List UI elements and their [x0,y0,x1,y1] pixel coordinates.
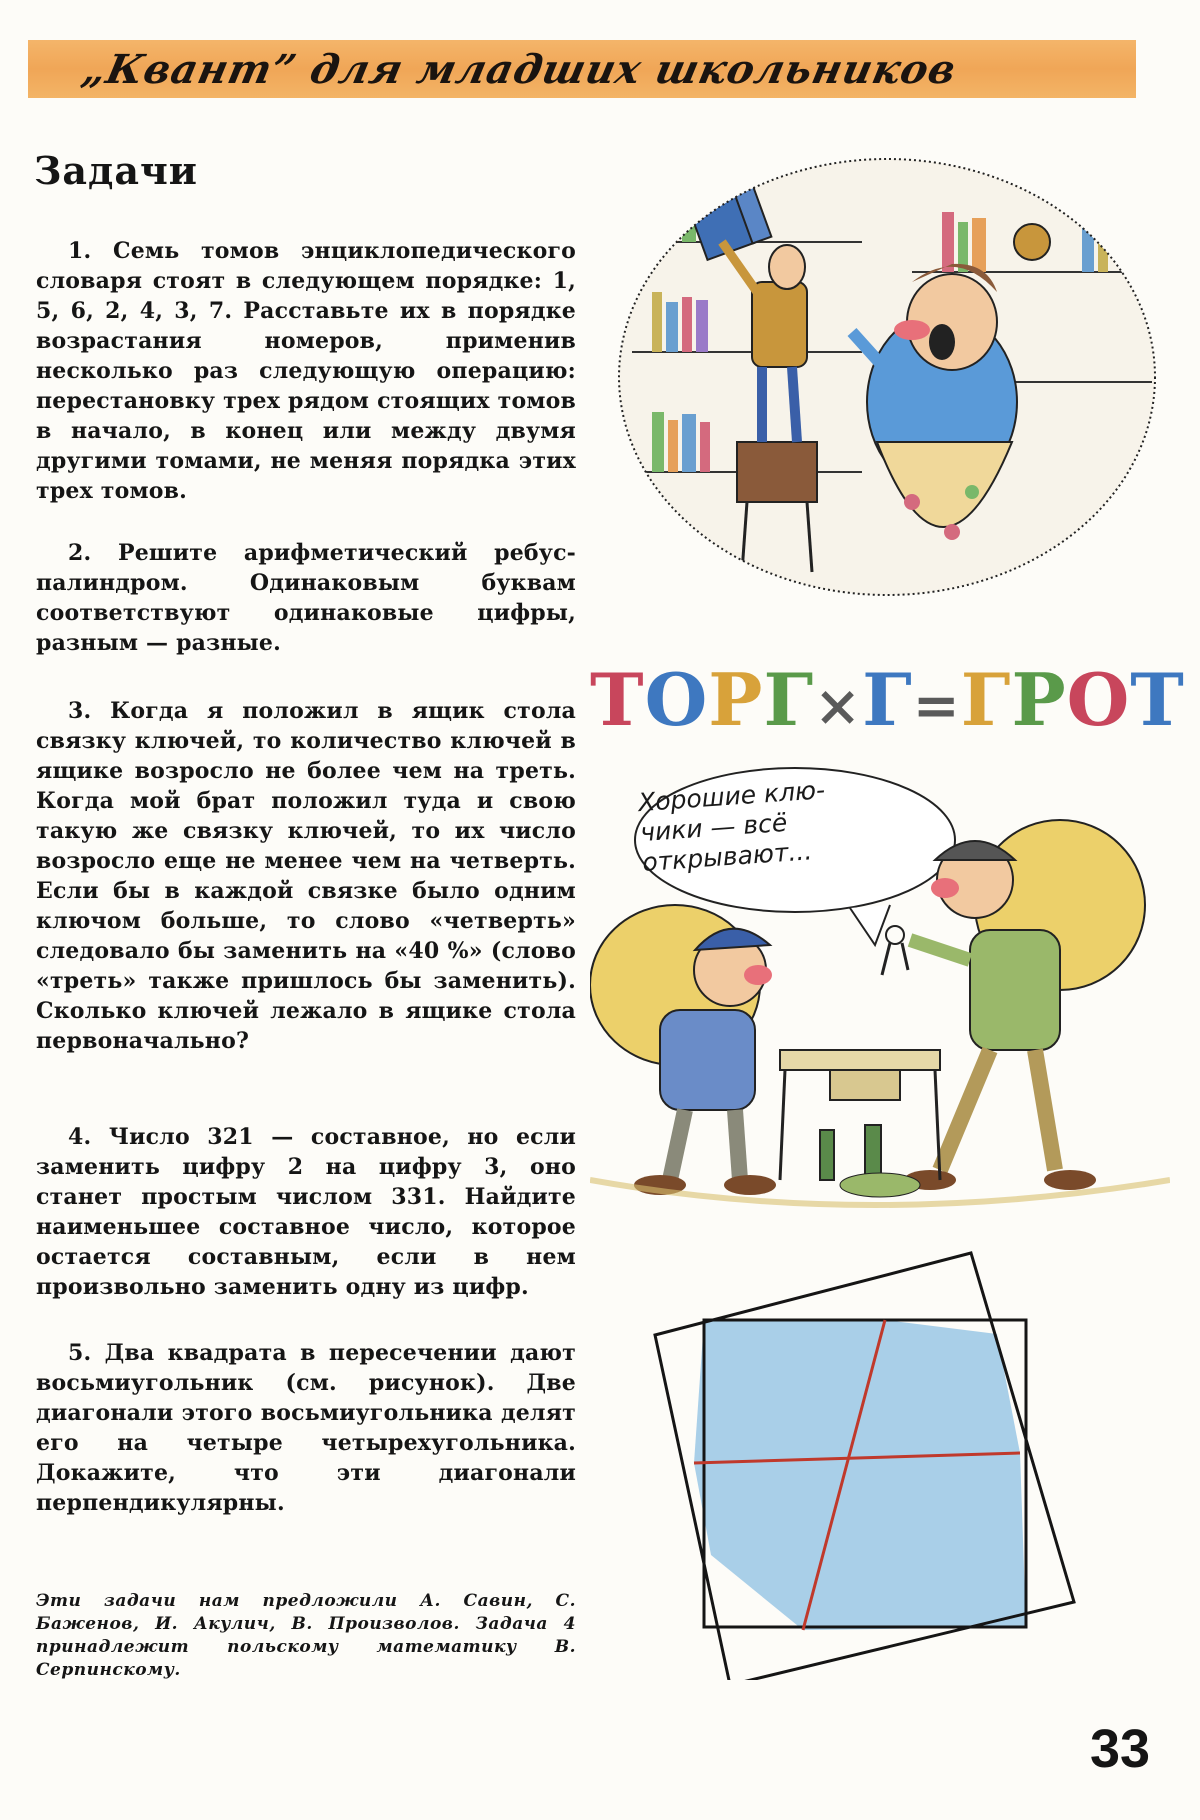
rebus-times-sign: × [814,673,863,739]
speech-bubble-text: Хорошие клю- чики — всё открывают... [637,775,826,878]
problem-1 [36,236,576,506]
problem-text: Когда я положил в ящик стола связку ключей, то количество ключей в ящике возросло не более чем на треть. Когда мой брат положил туда и свою такую же связку ключей, то их число возросло еще не менее чем на четверть. Если бы в каждой связке было одним ключом больше, то слово «четверть» следовало бы заменить на «40 %» (слово «треть» также пришлось бы заменить). Сколько ключей лежало в ящике стола первоначально? [36,698,576,1054]
library-illustration [612,152,1162,602]
octagon-shaded-region [694,1320,1026,1630]
rebus-word-3 [961,657,1185,742]
problem-number: 2. [68,540,92,566]
header-banner [28,40,1136,98]
rebus-letter: Т [1130,657,1185,742]
problem-5 [36,1338,576,1518]
page-number: 33 [1090,1719,1151,1779]
problem-4 [36,1122,576,1302]
rebus-word-1 [590,657,814,742]
problem-3 [36,696,576,1056]
problem-text: Число 321 — составное, но если заменить цифру 2 на цифру 3, оно станет простым числом 331. Найдите наименьшее составное число, которое остается составным, если в нем произвольно заменить одну из цифр. [36,1124,577,1300]
rebus-letter: Г [862,657,913,742]
rebus-letter: Г [960,657,1012,742]
rebus-letter: Т [590,657,645,742]
page-heading: Задачи [34,148,198,193]
problem-text: Семь томов энциклопедического словаря стоят в следующем порядке: 1, 5, 6, 2, 4, 3, 7. Расставьте их в порядке возрастания номеров, применив несколько раз следующую операцию: перестановку трех рядом стоящих томов в начало, в конец или между двумя другими томами, не меняя порядка этих трех томов. [36,238,576,504]
rebus-letter: Г [763,657,815,742]
problem-number: 4. [68,1124,92,1150]
rebus-letter: О [644,657,709,742]
squares-diagram [640,1240,1100,1680]
rebus-letter: Р [708,657,764,742]
rebus-equation [590,657,1185,746]
problem-text: Два квадрата в пересечении дают восьмиугольник (см. рисунок). Две диагонали этого восьмиугольника делят его на четыре четырехугольника. Докажите, что эти диагонали перпендикулярны. [36,1340,576,1516]
problem-number: 5. [68,1340,92,1366]
problem-text: Решите арифметический ребус-палиндром. Одинаковым буквам соответствуют одинаковые цифры, разным — разные. [36,540,576,656]
rebus-letter: О [1066,657,1131,742]
problem-number: 3. [68,698,92,724]
banner-title: „Квант” для младших школьников [78,46,962,93]
rebus-word-2 [862,657,913,742]
problem-number: 1. [68,238,92,264]
credits-note: Эти задачи нам предложили А. Савин, С. Баженов, И. Акулич, В. Произволов. Задача 4 принадлежит польскому математику В. Серпинскому. [36,1591,576,1680]
rebus-letter: Р [1011,657,1067,742]
problem-2 [36,538,576,658]
rebus-equals-sign: = [912,673,961,739]
